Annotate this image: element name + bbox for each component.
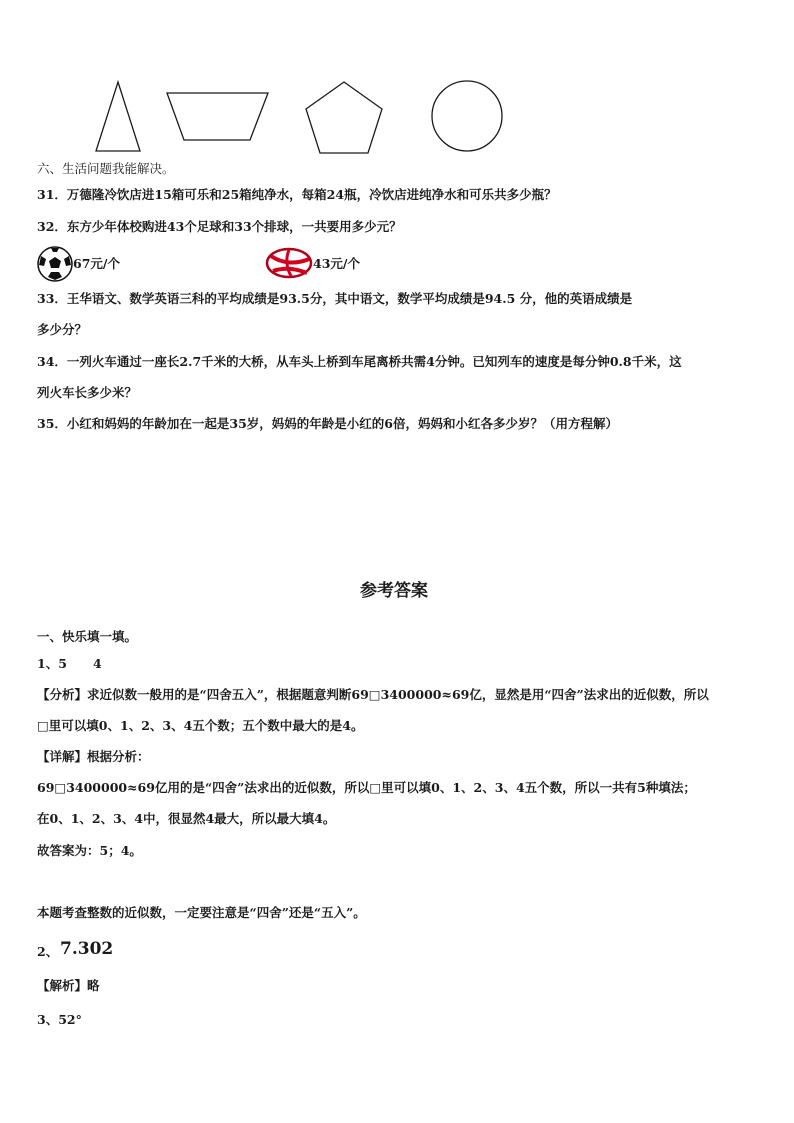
question-32: 32．东方少年体校购进43个足球和33个排球，一共要用多少元？ (37, 219, 402, 234)
answer-1-conclusion: 故答案为：5；4。 (37, 843, 142, 858)
question-33-line2: 多少分？ (37, 322, 88, 337)
section6-heading: 六、生活问题我能解决。 (37, 161, 175, 176)
question-35: 35．小红和妈妈的年龄加在一起是35岁，妈妈的年龄是小红的6倍，妈妈和小红各多少岁？（用方程解） (37, 416, 618, 431)
answers-section1-heading: 一、快乐填一填。 (37, 629, 138, 644)
question-34-line1: 34．一列火车通过一座长2.7千米的大桥，从车头上桥到车尾离桥共需4分钟。已知列车的速度是每分钟0.8千米，这 (37, 354, 682, 369)
answer-1-detail-label: 【详解】根据分析： (37, 749, 150, 764)
soccer-price: 67元/个 (73, 256, 120, 271)
answer-2-value: 7.302 (60, 939, 114, 959)
pentagon-shape (303, 80, 385, 156)
triangle-shape (94, 80, 144, 154)
answer-2-analysis: 【解析】略 (37, 978, 100, 993)
volleyball-icon (265, 247, 313, 279)
answer-1-detail-line1: 69□3400000≈69亿用的是“四舍”法求出的近似数，所以□里可以填0、1、2、3、4五个数，所以一共有5种填法； (37, 780, 696, 795)
answer-1-analysis-line1: 【分析】求近似数一般用的是“四舍五入”，根据题意判断69□3400000≈69亿，显然是用“四舍”法求出的近似数，所以 (37, 687, 709, 702)
answer-1-detail-line2: 在0、1、2、3、4中，很显然4最大，所以最大填4。 (37, 811, 336, 826)
answer-3: 3、52° (37, 1012, 82, 1027)
question-31: 31．万德隆冷饮店进15箱可乐和25箱纯净水，每箱24瓶，冷饮店进纯净水和可乐共多少瓶？ (37, 187, 557, 202)
answers-title: 参考答案 (360, 581, 428, 601)
question-33-line1: 33．王华语文、数学英语三科的平均成绩是93.5分，其中语文，数学平均成绩是94.5 分，他的英语成绩是 (37, 291, 633, 306)
soccer-ball-icon (37, 246, 73, 282)
answer-1-note: 本题考查整数的近似数，一定要注意是“四舍”还是“五入”。 (37, 905, 366, 920)
question-34-line2: 列火车长多少米？ (37, 385, 138, 400)
trapezoid-shape (165, 91, 271, 143)
answer-1-value: 4 (93, 656, 102, 671)
answer-1-number: 1、5 (37, 656, 67, 671)
circle-shape (431, 80, 505, 154)
volleyball-price: 43元/个 (313, 256, 360, 271)
answer-2-label: 2、 (37, 944, 59, 959)
answer-1-analysis-line2: □里可以填0、1、2、3、4五个数；五个数中最大的是4。 (37, 718, 364, 733)
